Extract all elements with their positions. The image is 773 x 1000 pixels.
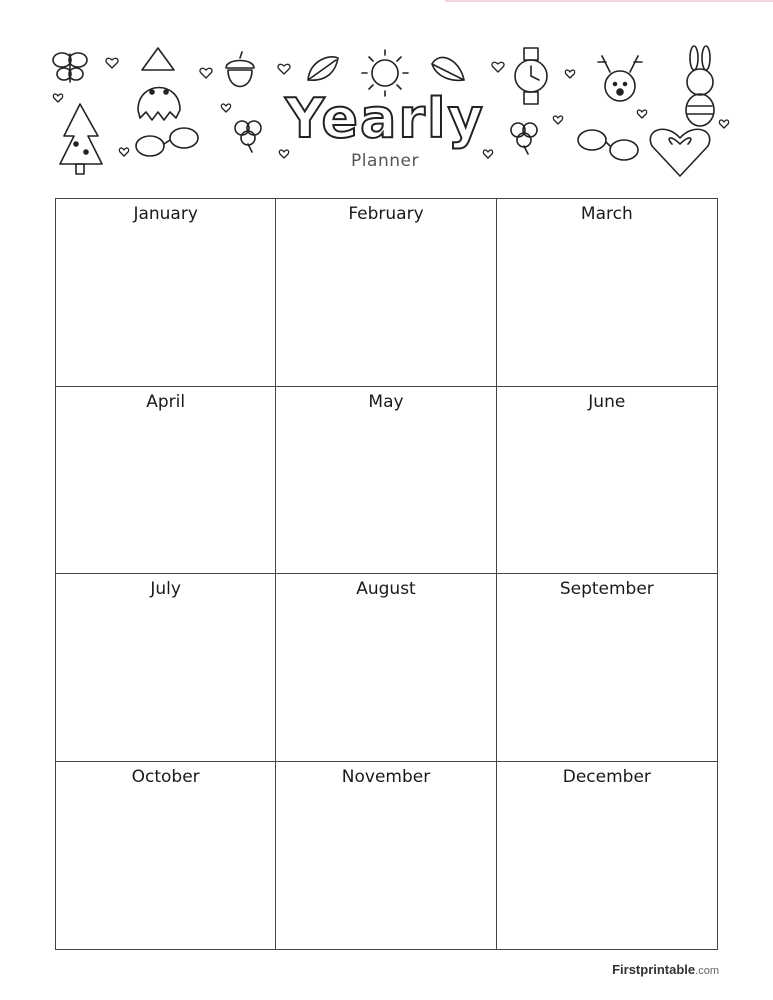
month-box-december[interactable] <box>497 762 717 950</box>
month-box-june[interactable] <box>497 387 717 575</box>
month-label: February <box>348 204 424 224</box>
brand-name: Firstprintable <box>612 962 696 977</box>
month-label: April <box>146 391 186 412</box>
month-label: June <box>588 391 626 412</box>
month-box-february[interactable] <box>276 199 496 387</box>
month-label: January <box>133 204 198 224</box>
month-label: August <box>356 579 416 599</box>
month-box-april[interactable] <box>56 387 276 575</box>
month-label: July <box>150 579 181 599</box>
month-label: November <box>341 766 431 787</box>
page-title: Yearly <box>285 87 485 150</box>
month-box-september[interactable] <box>497 574 717 762</box>
acorn-icon <box>226 52 254 87</box>
month-label: March <box>580 204 633 224</box>
month-box-march[interactable] <box>497 199 717 387</box>
page-subtitle: Planner <box>351 151 419 171</box>
leaf-icon <box>432 57 464 80</box>
month-box-july[interactable] <box>56 574 276 762</box>
month-box-august[interactable] <box>276 574 496 762</box>
month-label: May <box>368 391 404 412</box>
month-box-may[interactable] <box>276 387 496 575</box>
brand-domain: .com <box>695 965 719 977</box>
leaf-icon <box>308 57 338 80</box>
butterfly-icon <box>53 53 87 82</box>
month-label: September <box>559 579 654 599</box>
top-accent-line <box>445 0 773 2</box>
page-header <box>40 40 730 190</box>
months-grid <box>55 198 718 950</box>
month-label: December <box>562 766 651 787</box>
month-box-october[interactable] <box>56 762 276 950</box>
month-label: October <box>131 766 200 787</box>
footer-brand <box>612 962 719 977</box>
month-box-january[interactable] <box>56 199 276 387</box>
month-box-november[interactable] <box>276 762 496 950</box>
